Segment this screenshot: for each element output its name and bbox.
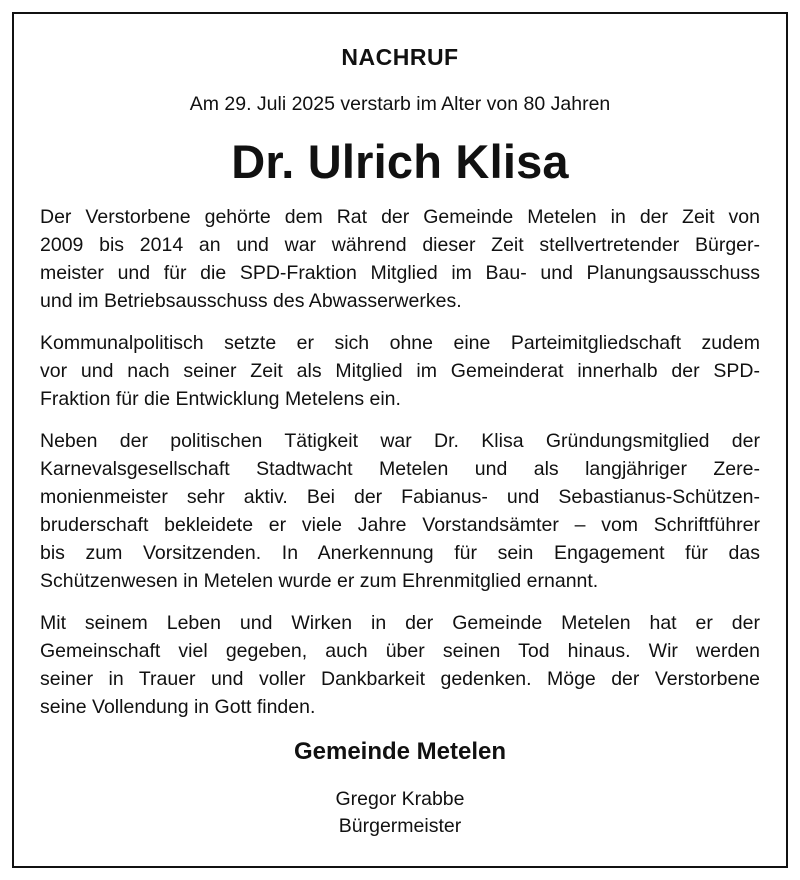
paragraph-closing: [40, 609, 760, 721]
text-line: Der Verstorbene gehörte dem Rat der Gemeinde Metelen in der Zeit von: [40, 206, 760, 228]
signer-title: Bürgermeister: [338, 815, 462, 837]
organization-name: Gemeinde Metelen: [293, 738, 507, 765]
notice-body: [40, 203, 760, 735]
text-line: meister und für die SPD-Fraktion Mitglied im Bau- und Planungsausschuss: [40, 262, 760, 284]
deceased-name: Dr. Ulrich Klisa: [231, 135, 569, 188]
text-line: Gemeinschaft viel gegeben, auch über seinen Tod hinaus. Wir werden: [40, 640, 760, 662]
text-line: monienmeister sehr aktiv. Bei der Fabianus- und Sebastianus-Schützen-: [40, 486, 760, 508]
text-line: Schützenwesen in Metelen wurde er zum Ehrenmitglied ernannt.: [40, 570, 599, 592]
text-line: Fraktion für die Entwicklung Metelens ein.: [40, 388, 401, 410]
text-line: bis zum Vorsitzenden. In Anerkennung für sein Engagement für das: [40, 542, 760, 564]
paragraph-associations: [40, 427, 760, 595]
paragraph-politics: [40, 329, 760, 413]
text-line: und im Betriebsausschuss des Abwasserwerkes.: [40, 290, 462, 312]
paragraph-council: [40, 203, 760, 315]
signer-name: Gregor Krabbe: [335, 788, 465, 810]
notice-intro: Am 29. Juli 2025 verstarb im Alter von 80 Jahren: [189, 93, 611, 115]
text-line: vor und nach seiner Zeit als Mitglied im Gemeinderat innerhalb der SPD-: [40, 360, 760, 382]
text-line: seine Vollendung in Gott finden.: [40, 696, 316, 718]
text-line: 2009 bis 2014 an und war während dieser Zeit stellvertretender Bürger-: [40, 234, 760, 256]
text-line: seiner in Trauer und voller Dankbarkeit gedenken. Möge der Verstorbene: [40, 668, 760, 690]
text-line: Karnevalsgesellschaft Stadtwacht Metelen und als langjähriger Zere-: [40, 458, 760, 480]
text-line: Neben der politischen Tätigkeit war Dr. Klisa Gründungsmitglied der: [40, 430, 760, 452]
text-line: Mit seinem Leben und Wirken in der Gemeinde Metelen hat er der: [40, 612, 760, 634]
text-line: bruderschaft bekleidete er viele Jahre Vorstandsämter – vom Schriftführer: [40, 514, 760, 536]
text-line: Kommunalpolitisch setzte er sich ohne eine Parteimitgliedschaft zudem: [40, 332, 760, 354]
notice-heading: NACHRUF: [341, 44, 459, 70]
signature-block: [40, 786, 760, 840]
